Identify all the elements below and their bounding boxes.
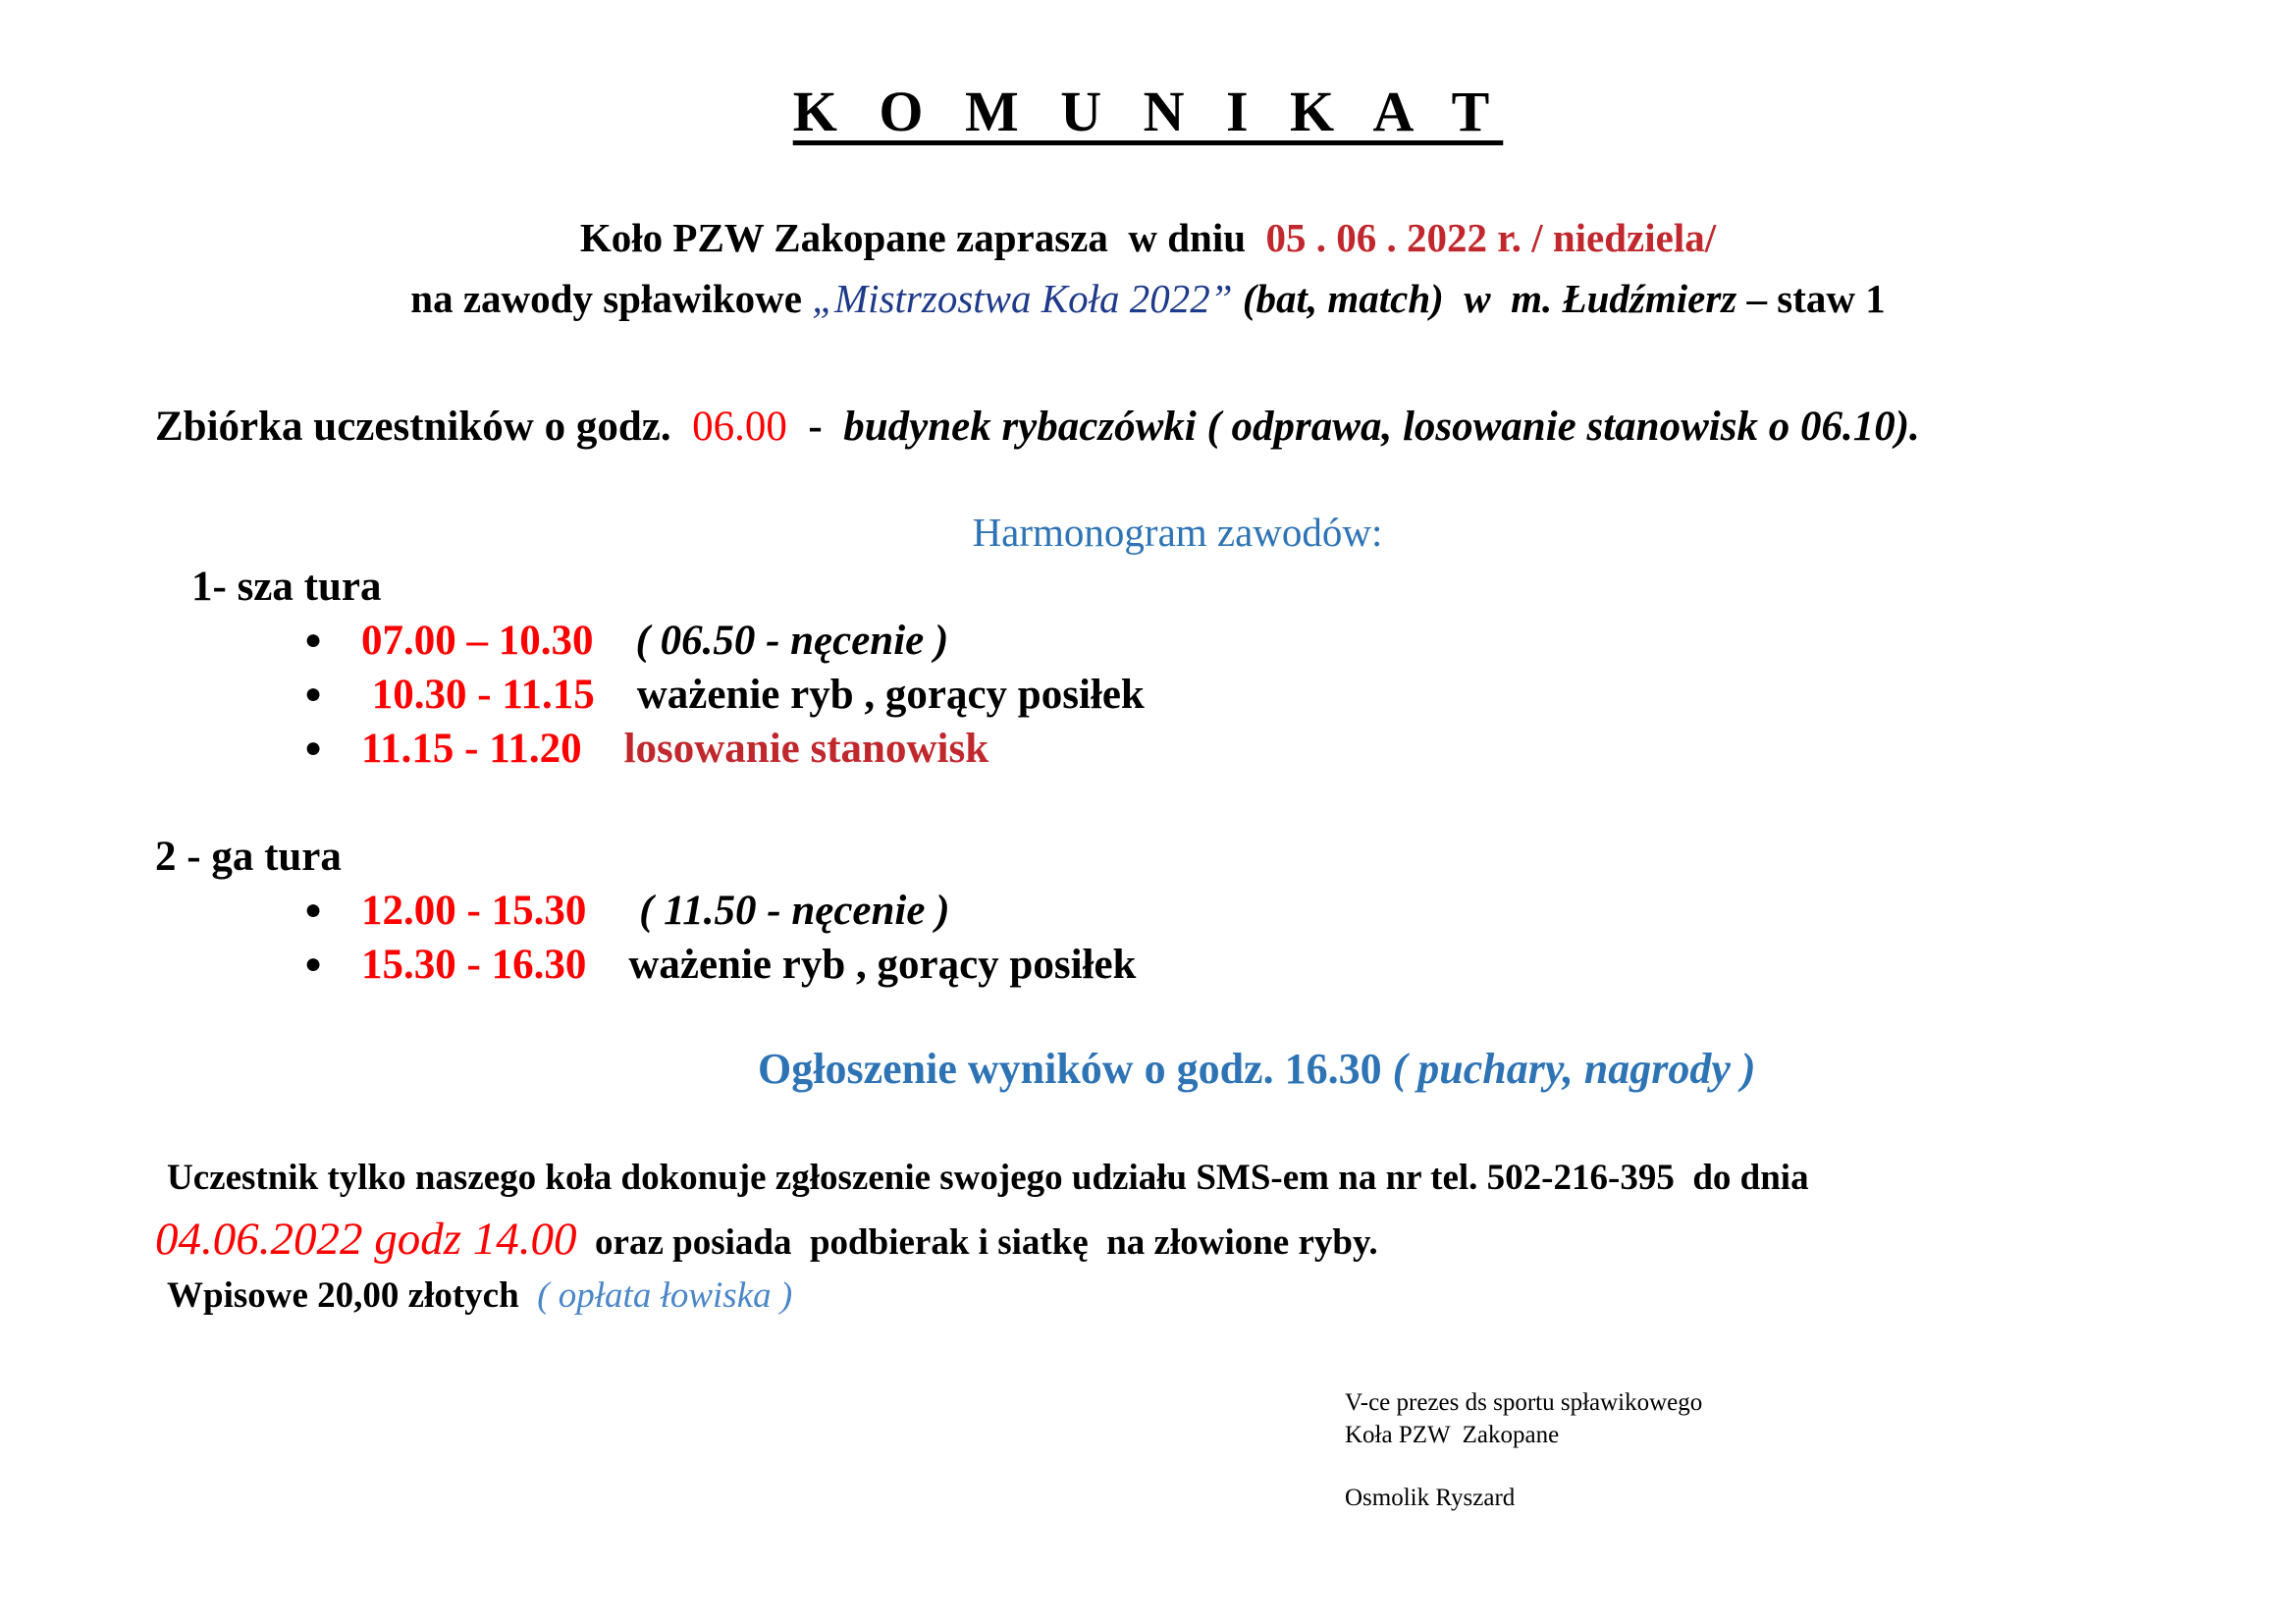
gathering-place: budynek rybaczówki ( odprawa, losowanie stanowisk o 06.10). <box>843 404 1920 450</box>
registration-deadline: 04.06.2022 godz 14.00 <box>155 1214 577 1265</box>
round-1-label: 1- sza tura <box>191 564 382 610</box>
schedule-item: ● 10.30 - 11.15 ważenie ryb , gorący posiłek <box>304 672 1145 718</box>
registration-line-2: 04.06.2022 godz 14.00 oraz posiada podbierak i siatkę na złowione ryby. <box>155 1214 1378 1265</box>
document-title: K O M U N I K A T <box>792 80 1504 143</box>
results-announcement: Ogłoszenie wyników o godz. 16.30 ( puchary, nagrody ) <box>758 1045 1756 1093</box>
bullet-icon: ● <box>304 677 323 711</box>
signature-role: V-ce prezes ds sportu spławikowego <box>1345 1389 1703 1416</box>
schedule-item: ● 15.30 - 16.30 ważenie ryb , gorący posiłek <box>304 942 1137 988</box>
round-2-label: 2 - ga tura <box>155 834 342 880</box>
gathering-time: 06.00 <box>692 404 787 450</box>
event-date: 05 . 06 . 2022 r. / niedziela/ <box>1265 215 1717 260</box>
invitation-line-2: na zawody spławikowe „Mistrzostwa Koła 2022” (bat, match) w m. Łudźmierz – staw 1 <box>410 276 1886 321</box>
schedule-item: ● 11.15 - 11.20 losowanie stanowisk <box>304 726 989 772</box>
event-place: Łudźmierz <box>1562 276 1737 321</box>
bullet-icon: ● <box>304 731 323 765</box>
bullet-icon: ● <box>304 623 323 657</box>
signature-org: Koła PZW Zakopane <box>1345 1422 1560 1448</box>
gathering-line: Zbiórka uczestników o godz. 06.00 - budynek rybaczówki ( odprawa, losowanie stanowisk o 06.10). <box>155 404 1920 450</box>
bullet-icon: ● <box>304 947 323 981</box>
invitation-line-1: Koło PZW Zakopane zaprasza w dniu 05 . 06 . 2022 r. / niedziela/ <box>579 215 1717 260</box>
fee-line: Wpisowe 20,00 złotych ( opłata łowiska ) <box>167 1275 793 1316</box>
schedule-item: ● 12.00 - 15.30 ( 11.50 - nęcenie ) <box>304 888 950 934</box>
registration-line-1: Uczestnik tylko naszego koła dokonuje zgłoszenie swojego udziału SMS-em na nr tel. 502-216-395 do dnia <box>167 1158 1809 1198</box>
schedule-item: ● 07.00 – 10.30 ( 06.50 - nęcenie ) <box>304 618 949 664</box>
schedule-heading: Harmonogram zawodów: <box>972 510 1383 555</box>
signature-name: Osmolik Ryszard <box>1345 1485 1516 1511</box>
bullet-icon: ● <box>304 893 323 927</box>
event-name: „Mistrzostwa Koła 2022” <box>812 276 1233 321</box>
